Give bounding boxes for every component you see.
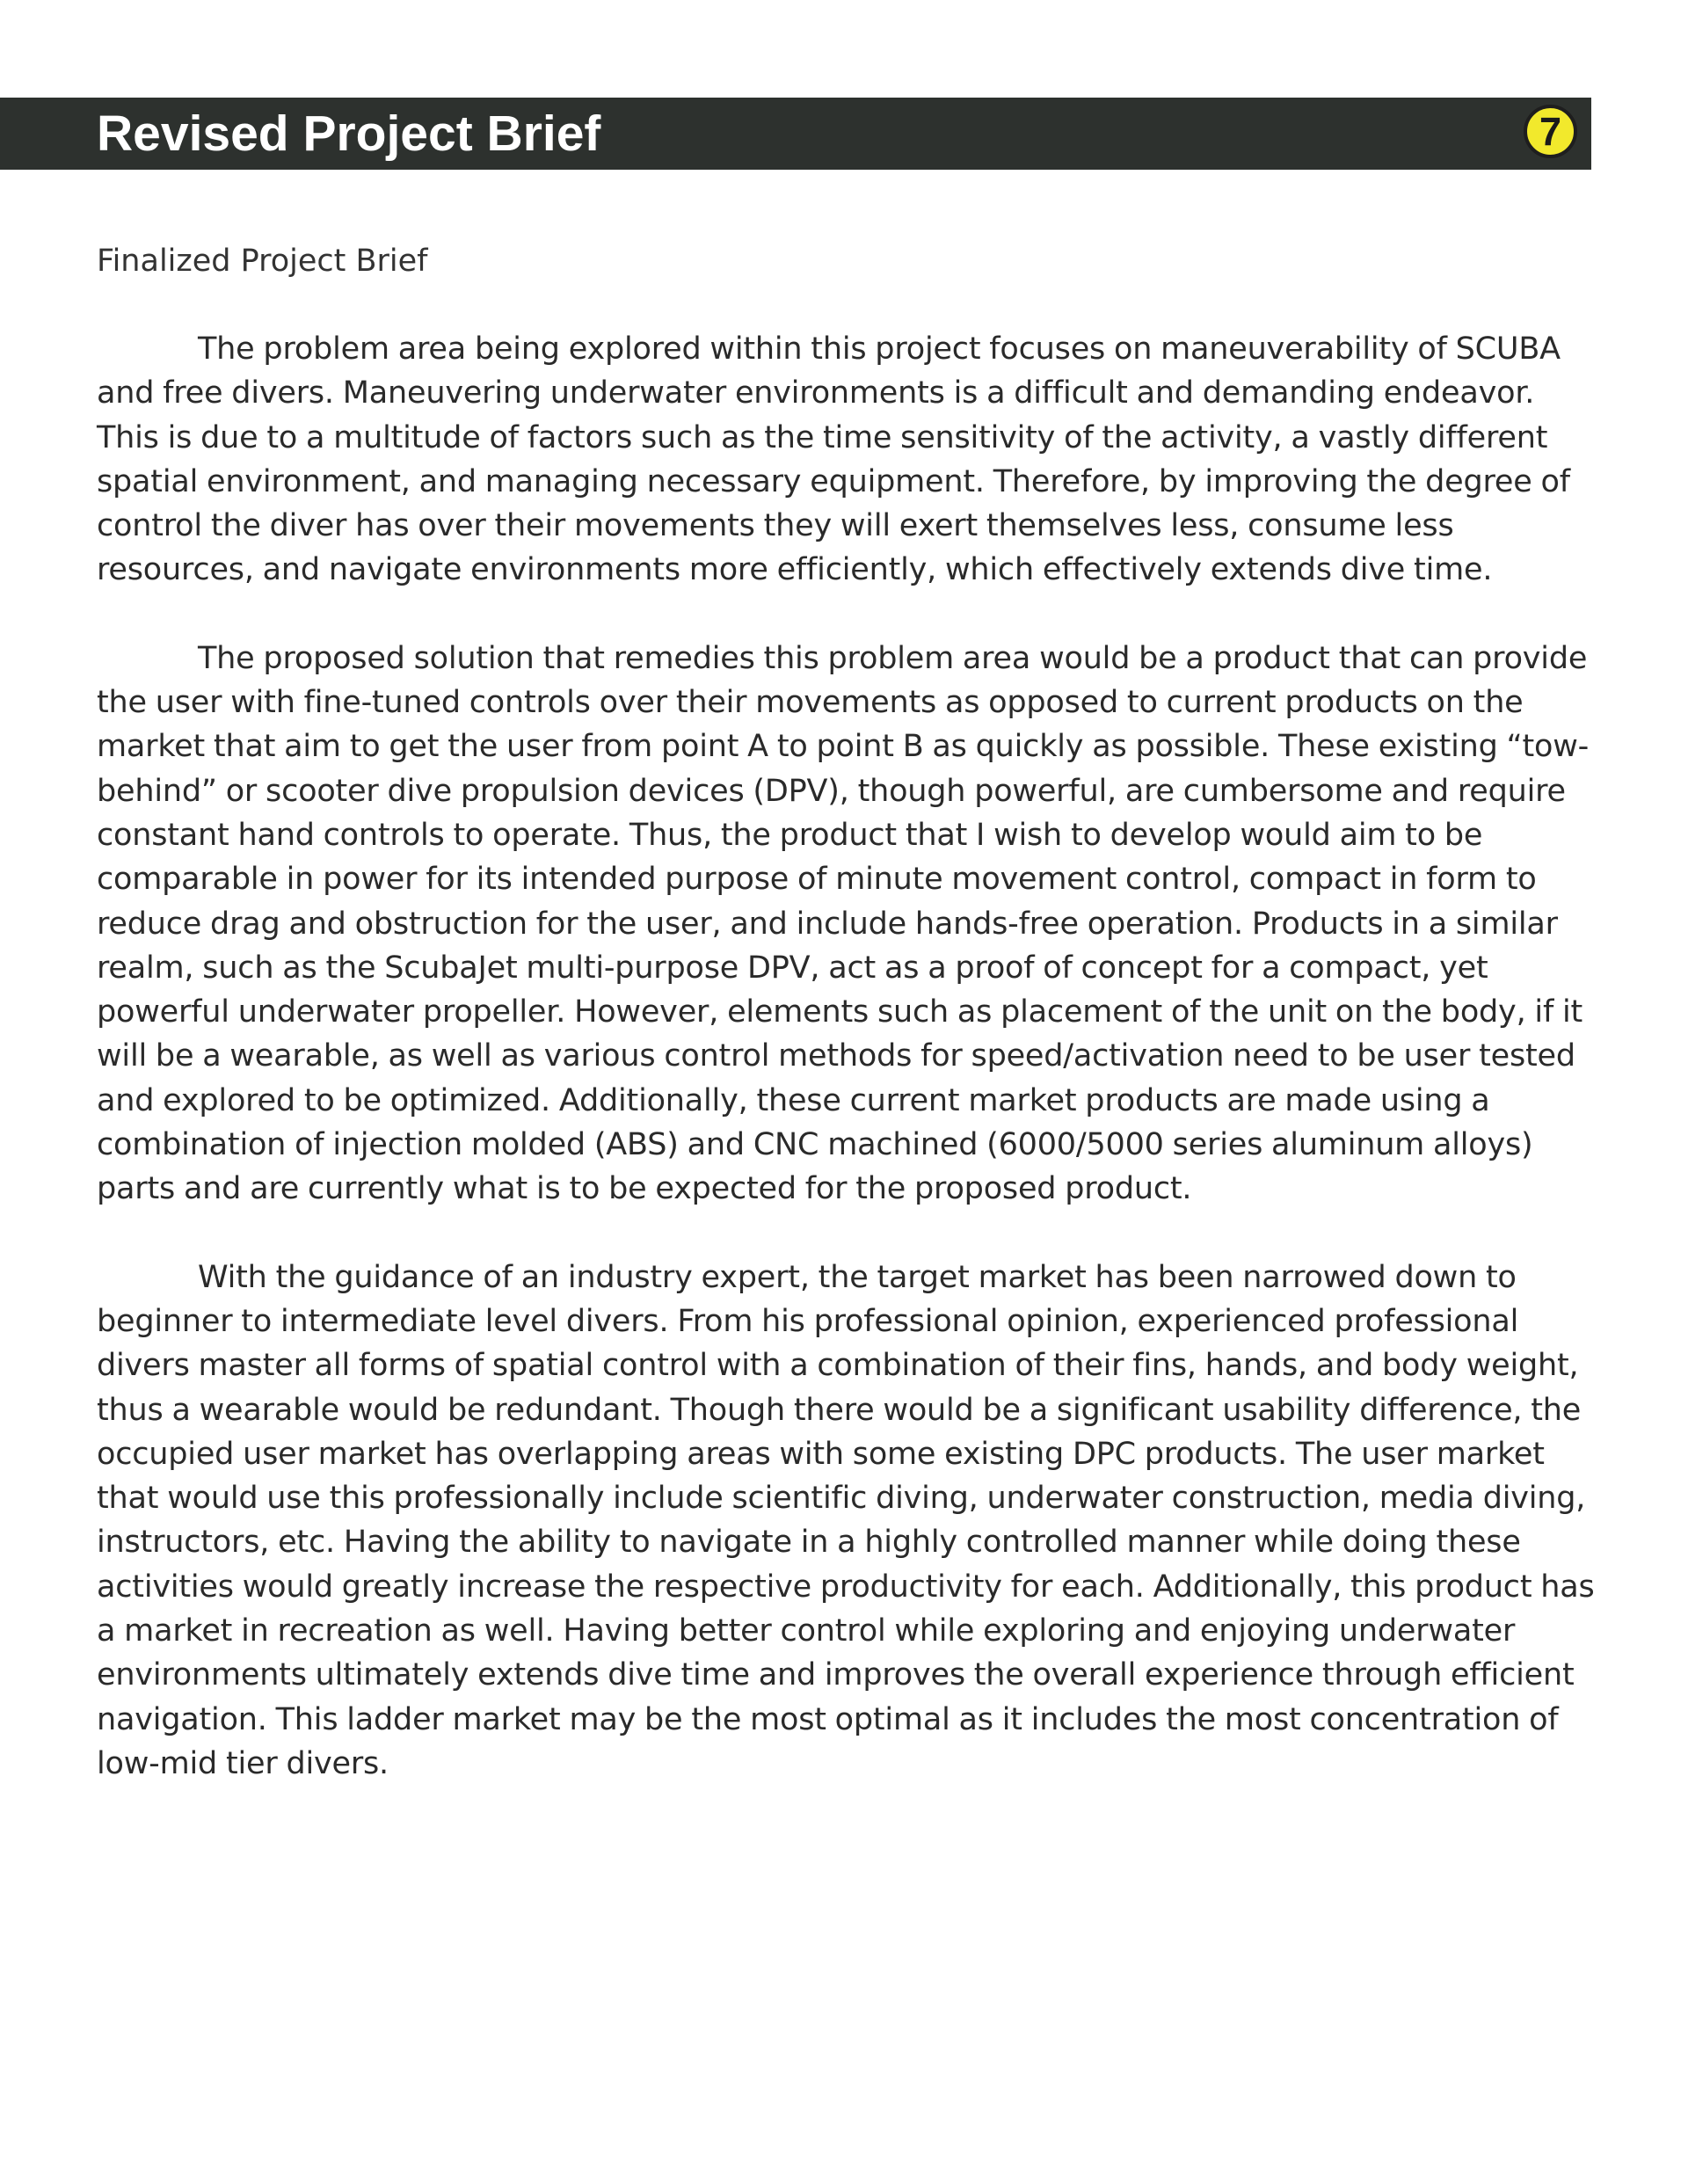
paragraph-problem-area: The problem area being explored within this project focuses on maneuverability of SCUBA and free divers. Maneuvering underwater environments is a difficult and demanding endeavor. This is due to a multitude of factors such as the time sensitivity of the activity, a vastly different spatial environment, and managing necessary equipment. Therefore, by improving the degree of control the diver has over their movements they will exert themselves less, consume less resources, and navigate environments more efficiently, which effectively extends dive time.: [97, 331, 1570, 588]
section-subtitle: Finalized Project Brief: [97, 244, 428, 279]
page-number-badge: 7: [1524, 105, 1577, 158]
document-body: [97, 239, 1600, 1786]
page-title: Revised Project Brief: [97, 106, 601, 162]
header-bar: [0, 98, 1591, 170]
paragraph-proposed-solution: The proposed solution that remedies this problem area would be a product that can provide the user with fine-tuned controls over their movements as opposed to current products on the market that aim to get the user from point A to point B as quickly as possible. These existing “tow-behind” or scooter dive propulsion devices (DPV), though powerful, are cumbersome and require constant hand controls to operate. Thus, the product that I wish to develop would aim to be comparable in power for its intended purpose of minute movement control, compact in form to reduce drag and obstruction for the user, and include hands-free operation. Products in a similar realm, such as the ScubaJet multi-purpose DPV, act as a proof of concept for a compact, yet powerful underwater propeller. However, elements such as placement of the unit on the body, if it will be a wearable, as well as various control methods for speed/activation need to be user tested and explored to be optimized. Additionally, these current market products are made using a combination of injection molded (ABS) and CNC machined (6000/5000 series aluminum alloys) parts and are currently what is to be expected for the proposed product.: [97, 640, 1590, 1207]
paragraph-target-market: With the guidance of an industry expert, the target market has been narrowed down to beginner to intermediate level divers. From his professional opinion, experienced professional divers master all forms of spatial control with a combination of their fins, hands, and body weight, thus a wearable would be redundant. Though there would be a significant usability difference, the occupied user market has overlapping areas with some existing DPC products. The user market that would use this professionally include scientific diving, underwater construction, media diving, instructors, etc. Having the ability to navigate in a highly controlled manner while doing these activities would greatly increase the respective productivity for each. Additionally, this product has a market in recreation as well. Having better control while exploring and enjoying underwater environments ultimately extends dive time and improves the overall experience through efficient navigation. This ladder market may be the most optimal as it includes the most concentration of low-mid tier divers.: [97, 1259, 1595, 1781]
